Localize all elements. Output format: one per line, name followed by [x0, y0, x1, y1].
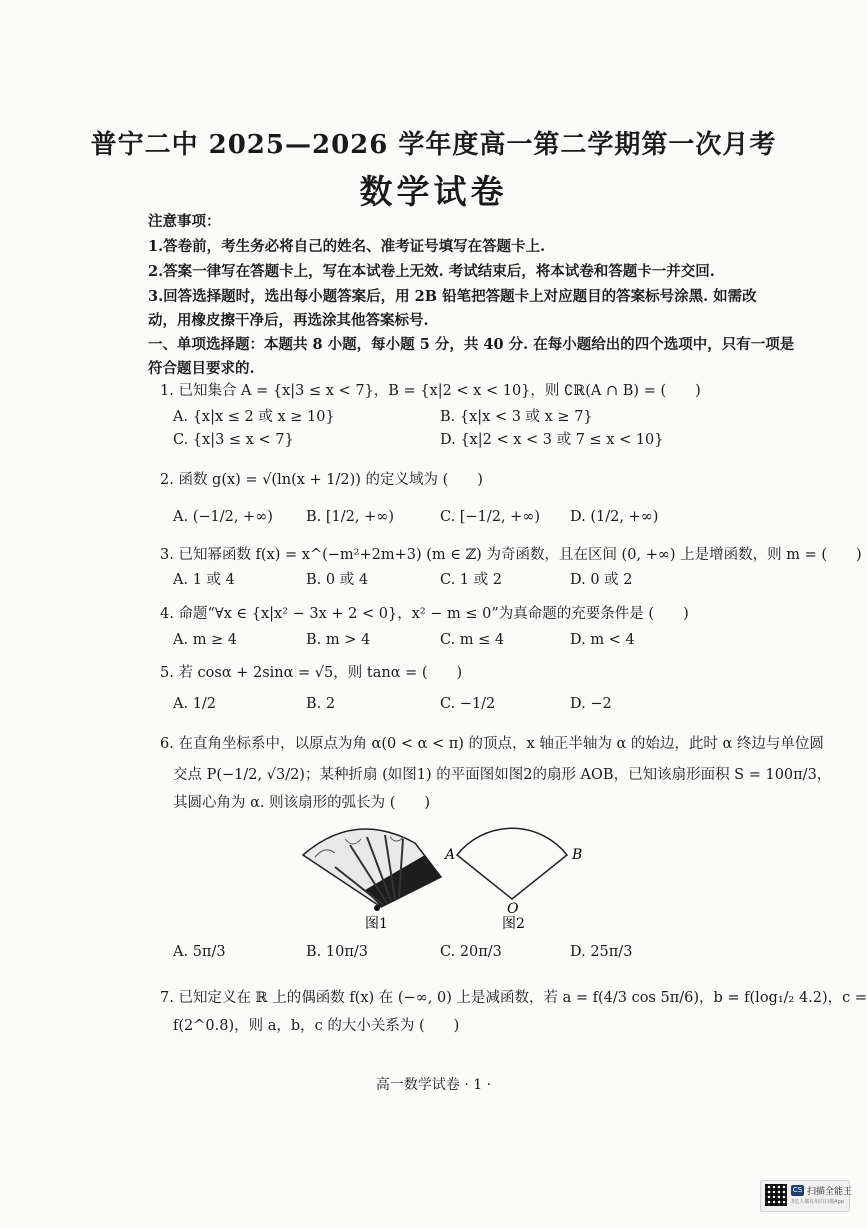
scanner-watermark — [760, 1180, 853, 1212]
question-2-stem: 2. 函数 g(x) = √(ln(x + 1/2)) 的定义域为 ( ) — [160, 472, 483, 488]
qr-code-icon — [765, 1184, 787, 1206]
question-1-option-b: B. {x|x < 3 或 x ≥ 7} — [440, 409, 593, 425]
sector-label-a: A — [445, 847, 456, 863]
question-3-option-d: D. 0 或 2 — [570, 572, 633, 588]
question-6-option-c: C. 20π/3 — [440, 944, 502, 960]
sector-label-b: B — [572, 847, 583, 863]
figure-2-caption: 图2 — [502, 916, 525, 932]
question-4-option-b: B. m > 4 — [306, 632, 371, 648]
section-heading-cont: 符合题目要求的. — [148, 360, 255, 377]
question-7-stem-1: 7. 已知定义在 ℝ 上的偶函数 f(x) 在 (−∞, 0) 上是减函数，若 a = f(4/3 cos 5π/6)，b = f(log₁/₂ 4.2)，c = — [160, 990, 867, 1006]
question-3-option-b: B. 0 或 4 — [306, 572, 369, 588]
question-6-option-d: D. 25π/3 — [570, 944, 633, 960]
figure-1-caption: 图1 — [365, 916, 388, 932]
question-6-option-b: B. 10π/3 — [306, 944, 368, 960]
question-3-stem: 3. 已知幂函数 f(x) = x^(−m²+2m+3) (m ∈ ℤ) 为奇函数，且在区间 (0, +∞) 上是增函数，则 m = ( ) — [160, 547, 862, 563]
question-4-option-d: D. m < 4 — [570, 632, 635, 648]
notice-item-3-cont: 动，用橡皮擦干净后，再选涂其他答案标号. — [148, 312, 429, 329]
question-5-option-d: D. −2 — [570, 696, 612, 712]
question-1-option-a: A. {x|x ≤ 2 或 x ≥ 10} — [173, 409, 335, 425]
question-3-option-c: C. 1 或 2 — [440, 572, 502, 588]
page-footer: 高一数学试卷 · 1 · — [375, 1077, 492, 1093]
question-7-stem-2: f(2^0.8)，则 a，b，c 的大小关系为 ( ) — [173, 1018, 460, 1034]
watermark-brand: 扫描全能王 — [807, 1187, 853, 1197]
notice-heading: 注意事项： — [148, 213, 221, 230]
question-5-option-a: A. 1/2 — [173, 696, 217, 712]
camscanner-logo-icon: CS — [792, 1186, 803, 1194]
question-5-option-c: C. −1/2 — [440, 696, 496, 712]
figure-fans — [295, 815, 605, 935]
question-4-stem: 4. 命题“∀x ∈ {x|x² − 3x + 2 < 0}，x² − m ≤ 0”为真命题的充要条件是 ( ) — [160, 606, 689, 622]
question-5-stem: 5. 若 cosα + 2sinα = √5，则 tanα = ( ) — [160, 665, 463, 681]
sector-diagram — [457, 828, 567, 899]
notice-item-3: 3.回答选择题时，选出每小题答案后，用 2B 铅笔把答题卡上对应题目的答案标号涂黑. 如需改 — [148, 288, 757, 305]
question-2-option-d: D. (1/2, +∞) — [570, 509, 659, 525]
exam-subtitle: 数学试卷 — [359, 172, 508, 211]
fan-illustration — [303, 829, 441, 911]
question-6-stem-3: 其圆心角为 α. 则该扇形的弧长为 ( ) — [173, 795, 431, 811]
question-4-option-a: A. m ≥ 4 — [173, 632, 238, 648]
watermark-slogan: 3亿人都在用的扫描App — [791, 1199, 844, 1205]
sector-label-o: O — [507, 901, 519, 917]
notice-item-1: 1.答卷前，考生务必将自己的姓名、准考证号填写在答题卡上. — [148, 238, 546, 255]
question-6-option-a: A. 5π/3 — [173, 944, 226, 960]
question-2-option-c: C. [−1/2, +∞) — [440, 509, 541, 525]
question-1-stem: 1. 已知集合 A = {x|3 ≤ x < 7}，B = {x|2 < x < 10}，则 ∁ℝ(A ∩ B) = ( ) — [160, 383, 701, 399]
exam-title: 普宁二中 2025—2026 学年度高一第二学期第一次月考 — [90, 130, 777, 160]
notice-item-2: 2.答案一律写在答题卡上，写在本试卷上无效. 考试结束后，将本试卷和答题卡一并交回. — [148, 263, 715, 280]
question-6-stem-2: 交点 P(−1/2, √3/2)；某种折扇 (如图1) 的平面图如图2的扇形 AOB，已知该扇形面积 S = 100π/3， — [173, 767, 832, 783]
section-heading: 一、单项选择题：本题共 8 小题，每小题 5 分，共 40 分. 在每小题给出的四个选项中，只有一项是 — [148, 336, 795, 353]
question-6-stem-1: 6. 在直角坐标系中，以原点为角 α(0 < α < π) 的顶点，x 轴正半轴为 α 的始边，此时 α 终边与单位圆 — [160, 736, 824, 752]
question-2-option-b: B. [1/2, +∞) — [306, 509, 394, 525]
question-3-option-a: A. 1 或 4 — [173, 572, 235, 588]
question-2-option-a: A. (−1/2, +∞) — [173, 509, 273, 525]
question-5-option-b: B. 2 — [306, 696, 336, 712]
question-1-option-d: D. {x|2 < x < 3 或 7 ≤ x < 10} — [440, 432, 664, 448]
question-4-option-c: C. m ≤ 4 — [440, 632, 505, 648]
question-1-option-c: C. {x|3 ≤ x < 7} — [173, 432, 294, 448]
